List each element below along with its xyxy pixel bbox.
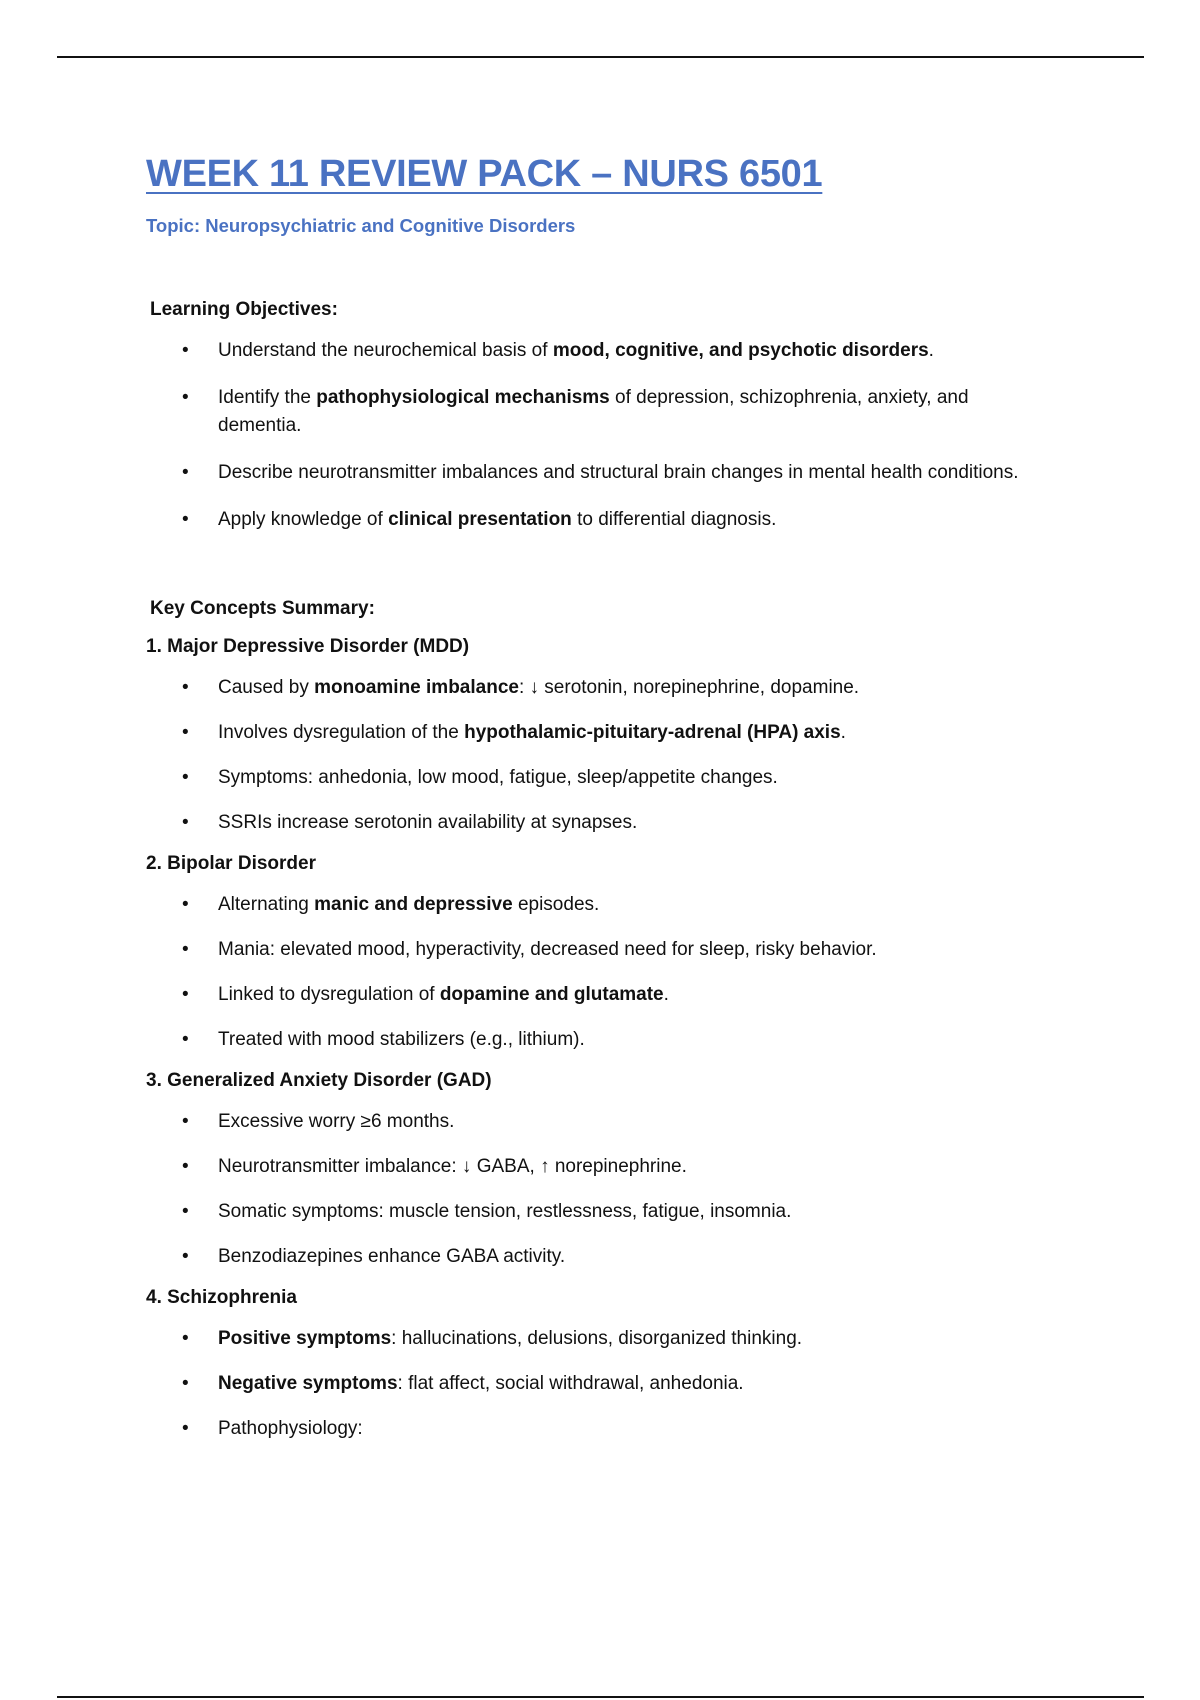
- top-rule: [57, 56, 1144, 58]
- list-item: • Benzodiazepines enhance GABA activity.: [146, 1243, 1046, 1271]
- list-item: • Neurotransmitter imbalance: ↓ GABA, ↑ norepinephrine.: [146, 1153, 1046, 1181]
- list-item: • SSRIs increase serotonin availability at synapses.: [146, 809, 1046, 837]
- document-title: WEEK 11 REVIEW PACK – NURS 6501: [146, 153, 823, 195]
- gad-list: [146, 1108, 1046, 1271]
- bottom-rule: [57, 1696, 1144, 1698]
- mdd-list: [146, 674, 1046, 837]
- list-item: • Identify the pathophysiological mechanisms of depression, schizophrenia, anxiety, and dementia.: [146, 384, 1046, 440]
- list-item: • Excessive worry ≥6 months.: [146, 1108, 1046, 1136]
- bipolar-list: [146, 891, 1046, 1054]
- learning-objectives-list: [146, 337, 1046, 534]
- document-body: [146, 150, 1046, 1443]
- learning-objectives-heading: Learning Objectives:: [150, 299, 338, 320]
- list-item: • Describe neurotransmitter imbalances and structural brain changes in mental health conditions.: [146, 459, 1046, 487]
- section-title-bipolar: 2. Bipolar Disorder: [146, 853, 316, 874]
- list-item: • Pathophysiology:: [146, 1415, 1046, 1443]
- section-title-gad: 3. Generalized Anxiety Disorder (GAD): [146, 1070, 492, 1091]
- list-item: • Positive symptoms: hallucinations, delusions, disorganized thinking.: [146, 1325, 1046, 1353]
- list-item: • Negative symptoms: flat affect, social withdrawal, anhedonia.: [146, 1370, 1046, 1398]
- list-item: • Alternating manic and depressive episodes.: [146, 891, 1046, 919]
- list-item: • Linked to dysregulation of dopamine and glutamate.: [146, 981, 1046, 1009]
- list-item: • Somatic symptoms: muscle tension, restlessness, fatigue, insomnia.: [146, 1198, 1046, 1226]
- section-title-schizophrenia: 4. Schizophrenia: [146, 1287, 297, 1308]
- list-item: • Caused by monoamine imbalance: ↓ serotonin, norepinephrine, dopamine.: [146, 674, 1046, 702]
- document-topic: Topic: Neuropsychiatric and Cognitive Disorders: [146, 215, 576, 236]
- list-item: • Involves dysregulation of the hypothalamic-pituitary-adrenal (HPA) axis.: [146, 719, 1046, 747]
- list-item: • Apply knowledge of clinical presentation to differential diagnosis.: [146, 506, 1046, 534]
- list-item: • Treated with mood stabilizers (e.g., lithium).: [146, 1026, 1046, 1054]
- section-title-mdd: 1. Major Depressive Disorder (MDD): [146, 636, 470, 657]
- key-concepts-heading: Key Concepts Summary:: [150, 598, 375, 619]
- list-item: • Symptoms: anhedonia, low mood, fatigue, sleep/appetite changes.: [146, 764, 1046, 792]
- list-item: • Mania: elevated mood, hyperactivity, decreased need for sleep, risky behavior.: [146, 936, 1046, 964]
- schizophrenia-list: [146, 1325, 1046, 1443]
- list-item: • Understand the neurochemical basis of mood, cognitive, and psychotic disorders.: [146, 337, 1046, 365]
